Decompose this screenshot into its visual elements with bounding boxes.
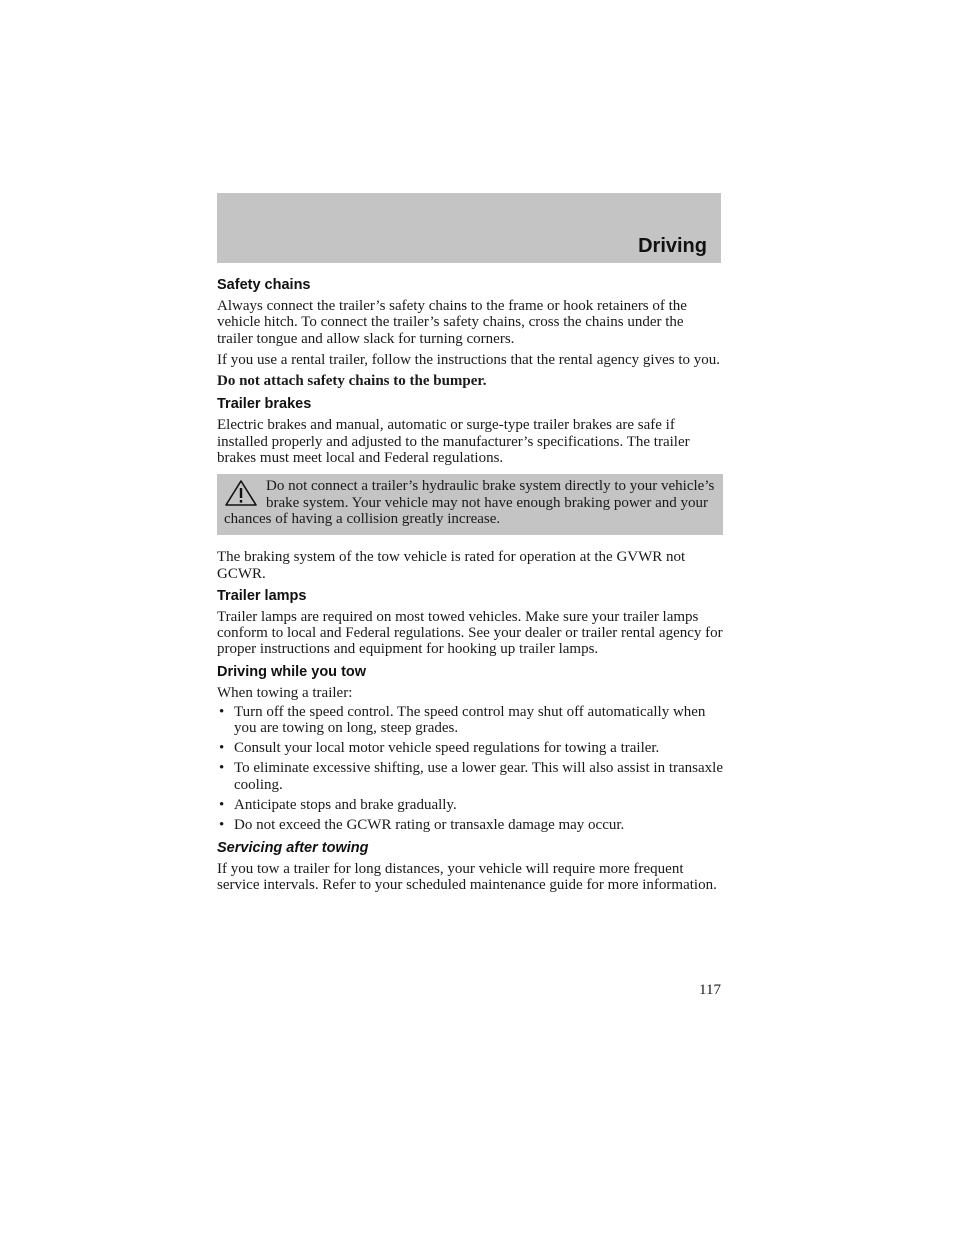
paragraph-trailer-lamps-1: Trailer lamps are required on most towed vehicles. Make sure your trailer lamps conform to local and Federal regulations. See your dealer or trailer rental agency for proper instructions and equipment for hooking up trailer lamps. <box>217 608 723 658</box>
warning-triangle-icon <box>224 479 258 507</box>
list-item-text: Anticipate stops and brake gradually. <box>234 796 457 813</box>
list-item-text: Turn off the speed control. The speed control may shut off automatically when you are towing on long, steep grades. <box>234 704 706 737</box>
page-number: 117 <box>699 982 721 998</box>
warning-box <box>217 474 723 535</box>
list-item <box>217 760 723 793</box>
list-item <box>217 797 723 813</box>
paragraph-trailer-brakes-1: Electric brakes and manual, automatic or surge-type trailer brakes are safe if installed properly and adjusted to the manufacturer’s specifications. The trailer brakes must meet local and Federal regulations. <box>217 417 690 467</box>
paragraph-servicing-1: If you tow a trailer for long distances, your vehicle will require more frequent service intervals. Refer to your scheduled maintenance guide for more information. <box>217 860 717 894</box>
paragraph-safety-chains-2: If you use a rental trailer, follow the instructions that the rental agency gives to you. <box>217 351 720 368</box>
heading-driving-while-tow: Driving while you tow <box>217 663 367 680</box>
paragraph-trailer-brakes-2: The braking system of the tow vehicle is rated for operation at the GVWR not GCWR. <box>217 549 686 582</box>
heading-servicing-after-towing: Servicing after towing <box>217 839 369 856</box>
bullet-icon: • <box>219 740 225 757</box>
list-item <box>217 740 723 756</box>
bullet-icon: • <box>219 760 225 777</box>
towing-bullet-list <box>217 704 723 833</box>
bullet-icon: • <box>219 796 225 813</box>
heading-trailer-lamps: Trailer lamps <box>217 587 307 604</box>
heading-safety-chains: Safety chains <box>217 277 311 293</box>
paragraph-towing-intro: When towing a trailer: <box>217 684 353 701</box>
bullet-icon: • <box>219 704 225 721</box>
list-item-text: Do not exceed the GCWR rating or transaxle damage may occur. <box>234 816 625 833</box>
chapter-header-band <box>217 193 721 263</box>
paragraph-safety-chains-bold: Do not attach safety chains to the bumper. <box>217 373 487 390</box>
page-content <box>217 276 723 898</box>
list-item <box>217 704 723 737</box>
list-item-text: Consult your local motor vehicle speed regulations for towing a trailer. <box>234 740 660 757</box>
heading-trailer-brakes: Trailer brakes <box>217 396 312 413</box>
bullet-icon: • <box>219 816 225 833</box>
list-item-text: To eliminate excessive shifting, use a lower gear. This will also assist in transaxle cooling. <box>234 760 723 793</box>
list-item <box>217 817 723 833</box>
warning-text: Do not connect a trailer’s hydraulic brake system directly to your vehicle’s brake system. Your vehicle may not have enough braking power and your chances of having a collision greatly increase. <box>224 478 715 527</box>
paragraph-safety-chains-1: Always connect the trailer’s safety chains to the frame or hook retainers of the vehicle hitch. To connect the trailer’s safety chains, cross the chains under the trailer tongue and allow slack for turning corners. <box>217 298 687 347</box>
chapter-title: Driving <box>638 235 707 257</box>
